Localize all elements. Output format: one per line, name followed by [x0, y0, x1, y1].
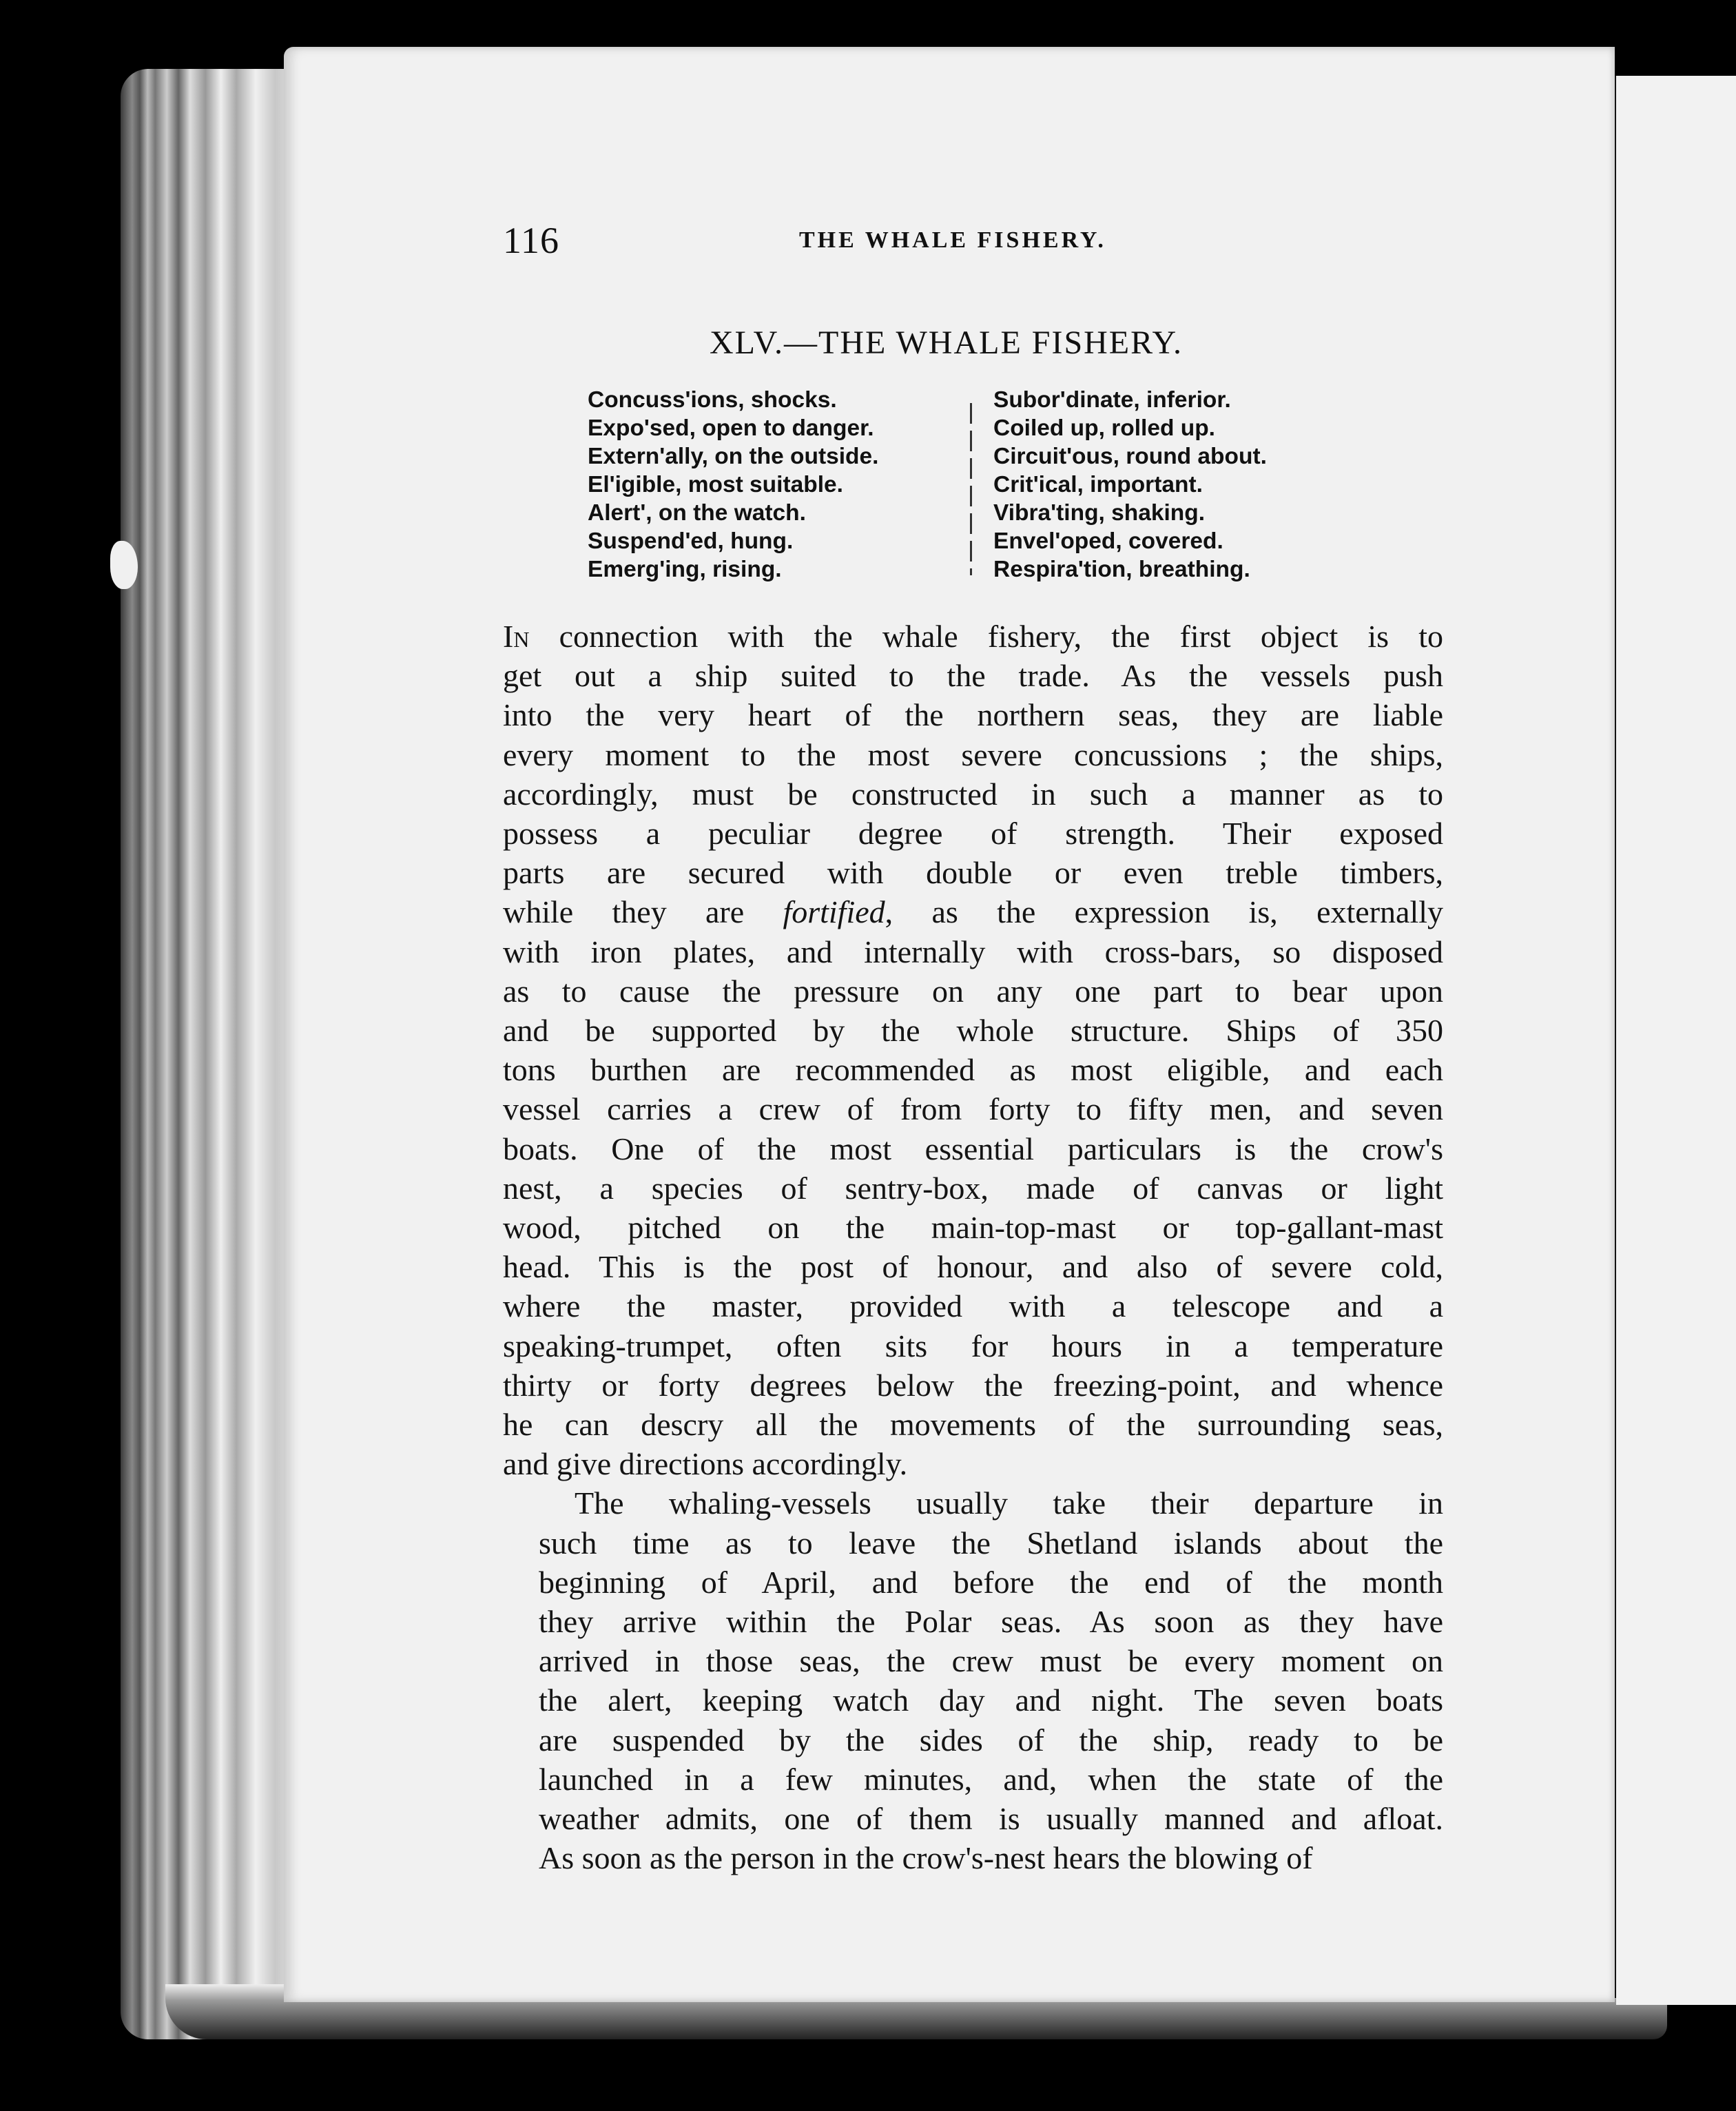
text-line: with iron plates, and internally with cross-bars, so disposed [503, 934, 1443, 969]
facing-page-edge [1616, 76, 1736, 2005]
paragraph-lead: In [503, 619, 559, 654]
text-line: The whaling-vessels usually take their departure in [575, 1485, 1443, 1521]
vocab-entry: Concuss'ions, shocks. [588, 387, 837, 413]
text-line: as to cause the pressure on any one part to bear upon [503, 973, 1443, 1009]
text-line: accordingly, must be constructed in such a manner as to [503, 776, 1443, 812]
text-line: weather admits, one of them is usually manned and afloat. [539, 1801, 1443, 1837]
vocab-entry: El'igible, most suitable. [588, 472, 843, 497]
text-line: such time as to leave the Shetland islands about the [539, 1525, 1443, 1561]
text-line: possess a peculiar degree of strength. Their exposed [503, 816, 1443, 852]
vocab-entry: Suspend'ed, hung. [588, 528, 794, 554]
text-line: the alert, keeping watch day and night. The seven boats [539, 1682, 1443, 1718]
body-text [503, 617, 1443, 1878]
vocab-entry: Coiled up, rolled up. [993, 415, 1215, 441]
vocab-entry: Emerg'ing, rising. [588, 557, 782, 582]
vocab-entry: Alert', on the watch. [588, 500, 806, 526]
text-line: and be supported by the whole structure. Ships of 350 [503, 1013, 1443, 1049]
page-number: 116 [503, 220, 559, 261]
vocab-entry: Extern'ally, on the outside. [588, 444, 879, 469]
text-line: In connection with the whale fishery, the first object is to [503, 619, 1443, 654]
paragraph [503, 617, 1443, 1483]
text-line: get out a ship suited to the trade. As the vessels push [503, 658, 1443, 694]
vocab-entry: Subor'dinate, inferior. [993, 387, 1231, 413]
vocab-entry: Circuit'ous, round about. [993, 444, 1267, 469]
vocabulary-right-column [993, 386, 1352, 584]
text-line: are suspended by the sides of the ship, ready to be [539, 1722, 1443, 1758]
chapter-title: XLV.—THE WHALE FISHERY. [710, 325, 1183, 361]
paragraph [503, 1483, 1443, 1877]
vocab-entry: Respira'tion, breathing. [993, 557, 1250, 582]
text-line: vessel carries a crew of from forty to fifty men, and seven [503, 1091, 1443, 1127]
text-line: launched in a few minutes, and, when the state of the [539, 1761, 1443, 1797]
text-line: parts are secured with double or even treble timbers, [503, 855, 1443, 891]
text-line: speaking-trumpet, often sits for hours in a temperature [503, 1328, 1443, 1363]
text-line: As soon as the person in the crow's-nest hears the blowing of [539, 1840, 1313, 1876]
text-line: wood, pitched on the main-top-mast or top-gallant-mast [503, 1210, 1443, 1246]
text-line: arrived in those seas, the crew must be every moment on [539, 1643, 1443, 1679]
vocab-entry: Crit'ical, important. [993, 472, 1203, 497]
text-line: where the master, provided with a telescope and a [503, 1288, 1443, 1324]
text-line: beginning of April, and before the end of the month [539, 1564, 1443, 1600]
text-line: boats. One of the most essential particulars is the crow's [503, 1131, 1443, 1166]
text-line: every moment to the most severe concussions ; the ships, [503, 737, 1443, 772]
text-line: into the very heart of the northern seas, they are liable [503, 697, 1443, 733]
text-line: nest, a species of sentry-box, made of canvas or light [503, 1170, 1443, 1206]
text-line: they arrive within the Polar seas. As soon as they have [539, 1604, 1443, 1640]
vocab-entry: Vibra'ting, shaking. [993, 500, 1206, 526]
text-line: thirty or forty degrees below the freezing-point, and whence [503, 1367, 1443, 1403]
running-head [503, 219, 1443, 267]
text-line: while they are fortified, as the expression is, externally [503, 894, 1443, 930]
vocabulary-divider [970, 403, 972, 575]
text-line: he can descry all the movements of the surrounding seas, [503, 1407, 1443, 1443]
vocab-entry: Expo'sed, open to danger. [588, 415, 874, 441]
text-line: and give directions accordingly. [503, 1446, 908, 1482]
running-title: THE WHALE FISHERY. [799, 227, 1106, 253]
vocabulary-left-column [588, 386, 973, 584]
text-line: head. This is the post of honour, and also of severe cold, [503, 1249, 1443, 1285]
vocab-entry: Envel'oped, covered. [993, 528, 1223, 554]
text-line: tons burthen are recommended as most eligible, and each [503, 1052, 1443, 1088]
